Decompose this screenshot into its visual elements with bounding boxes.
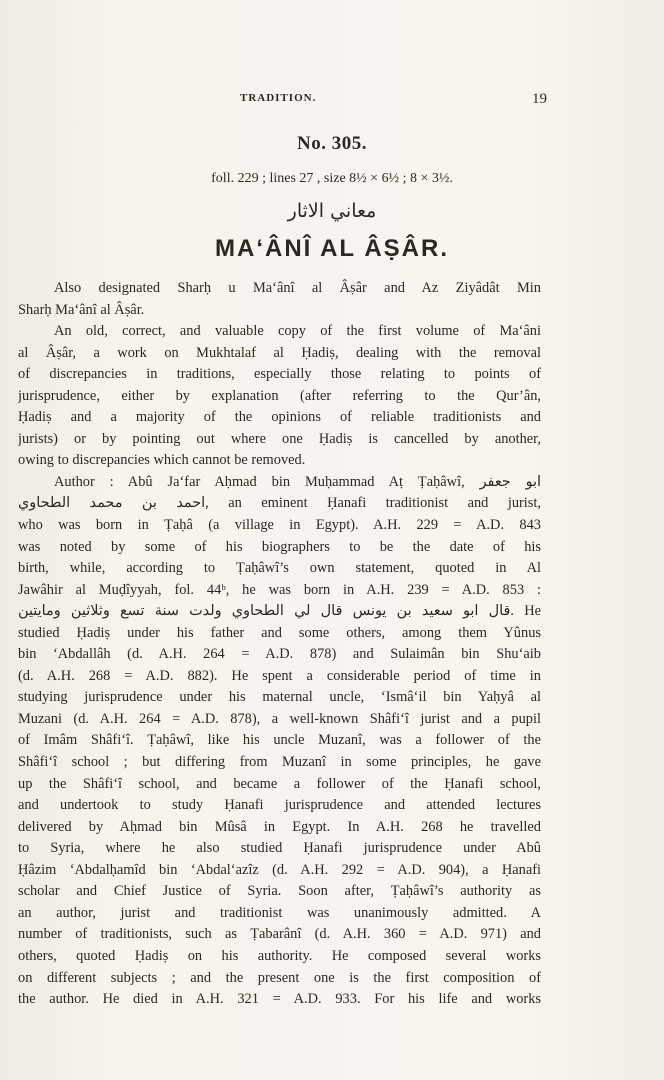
work-title: MA‘ÂNÎ AL ÂṢÂR.: [215, 235, 449, 262]
text-line: and undertook to study Ḥanafi jurisprudence and attended lectures: [18, 797, 541, 814]
text-line: Jawâhir al Muḍîyyah, fol. 44ᵇ, he was born in A.H. 239 = A.D. 853 :: [18, 581, 541, 598]
text-line: قال ابو سعيد بن يونس قال لي الطحاوي ولدت سنة تسع وثلاثين ومايتين. He: [18, 603, 541, 620]
text-line: احمد بن محمد الطحاوي, an eminent Ḥanafi traditionist and jurist,: [18, 495, 541, 512]
text-line: of discrepancies in traditions, especially those relating to points of: [18, 366, 541, 383]
text-line: Shâfi‘î school ; but differing from Muzanî in some principles, he gave: [18, 754, 541, 771]
text-line: birth, while, according to Ṭaḥâwî’s own statement, quoted in Al: [18, 560, 541, 577]
body-text: [18, 278, 541, 1011]
page-number: 19: [532, 91, 547, 107]
text-line: Author : Abû Ja‘far Aḥmad bin Muḥammad Aṭ Ṭaḥâwî, ابو جعفر: [54, 473, 541, 490]
text-line: delivered by Aḥmad bin Mûsâ in Egypt. In A.H. 268 he travelled: [18, 818, 541, 835]
entry-number: No. 305.: [297, 133, 367, 154]
text-line: studying jurisprudence under his maternal uncle, ‘Ismâ‘il bin Yaḥyâ al: [18, 689, 541, 706]
folio-description: foll. 229 ; lines 27 , size 8½ × 6½ ; 8 × 3½.: [211, 171, 453, 186]
text-line: Also designated Sharḥ u Ma‘ânî al Âṣâr and Az Ziyâdât Min: [54, 280, 541, 296]
text-line: Muzani (d. A.H. 264 = A.D. 878), a well-known Shâfi‘î jurist and a pupil: [18, 710, 541, 727]
text-line: scholar and Chief Justice of Syria. Soon after, Ṭaḥâwî’s authority as: [18, 883, 541, 900]
text-line: the author. He died in A.H. 321 = A.D. 933. For his life and works: [18, 991, 541, 1008]
text-line: al Âṣâr, a work on Mukhtalaf al Ḥadiṣ, dealing with the removal: [18, 344, 541, 361]
text-line: on different subjects ; and the present one is the first composition of: [18, 969, 541, 986]
text-line: an author, jurist and traditionist was unanimously admitted. A: [18, 904, 541, 921]
text-line: number of traditionists, such as Ṭabarânî (d. A.H. 360 = A.D. 971) and: [18, 926, 541, 943]
text-line: jurisprudence, either by explanation (after referring to the Qur’ân,: [18, 387, 541, 404]
text-line: owing to discrepancies which cannot be removed.: [18, 452, 306, 469]
text-line: (d. A.H. 268 = A.D. 882). He spent a considerable period of time in: [18, 667, 541, 684]
text-line: bin ‘Abdallâh (d. A.H. 264 = A.D. 878) and Sulaimân bin Shu‘aib: [18, 646, 541, 663]
running-head: TRADITION.: [240, 92, 317, 104]
text-line: of Imâm Shâfi‘î. Ṭaḥâwî, like his uncle Muzanî, was a follower of the: [18, 732, 541, 749]
text-line: was noted by some of his biographers to be the date of his: [18, 538, 541, 555]
text-line: studied Ḥadiṣ under his father and some others, among them Yûnus: [18, 624, 541, 641]
text-line: Sharḥ Ma‘ânî al Âṣâr.: [18, 301, 145, 318]
text-line: Ḥadiṣ and a majority of the opinions of reliable traditionists and: [18, 409, 541, 426]
arabic-title: معاني الاثار: [287, 200, 377, 222]
text-line: jurists) or by pointing out where one Ḥadiṣ is cancelled by another,: [18, 430, 541, 447]
text-line: Ḥâzim ‘Abdalḥamîd bin ‘Abdal‘azîz (d. A.H. 292 = A.D. 904), a Ḥanafi: [18, 861, 541, 878]
text-line: An old, correct, and valuable copy of the first volume of Ma‘âni: [54, 323, 541, 340]
text-line: others, quoted Ḥadiṣ on his authority. He composed several works: [18, 947, 541, 964]
text-line: to Syria, where he also studied Ḥanafi jurisprudence under Abû: [18, 840, 541, 857]
text-line: who was born in Ṭaḥâ (a village in Egypt). A.H. 229 = A.D. 843: [18, 517, 541, 534]
text-line: up the Shâfi‘î school, and became a follower of the Ḥanafi school,: [18, 775, 541, 792]
